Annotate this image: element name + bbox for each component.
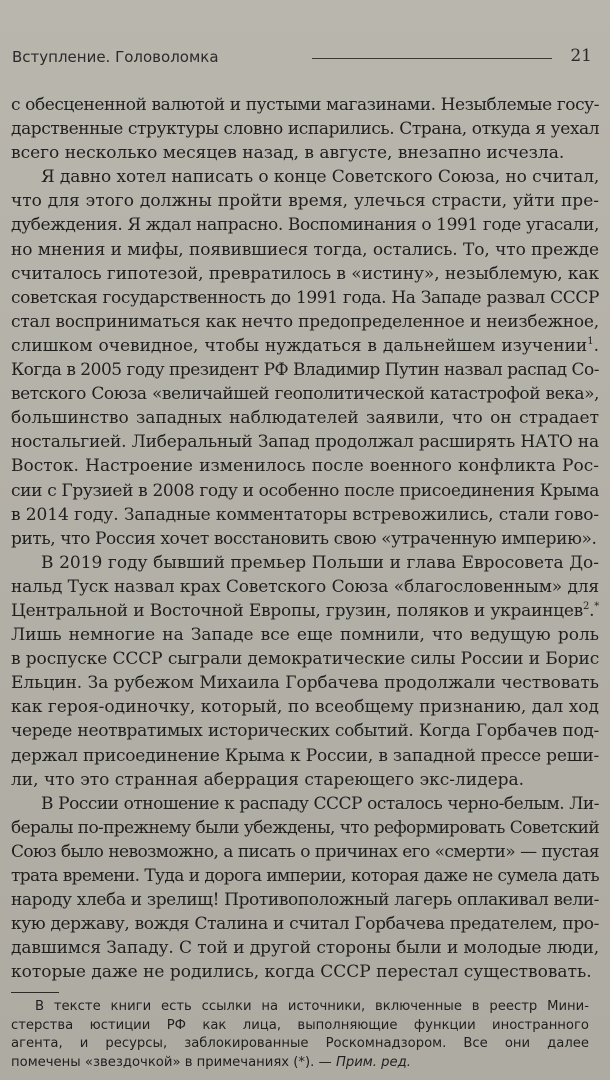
text-line: стал восприниматься как нечто предопределенное и неизбежное,: [11, 311, 599, 332]
text-line: советская государственность до 1991 года. На Западе развал СССР: [11, 287, 599, 308]
asterisk-ref: *: [594, 600, 599, 612]
text-line: большинство западных наблюдателей заявили, что он страдает: [11, 408, 599, 429]
text-line: в роспуске СССР сыграли демократические силы России и Борис: [11, 649, 600, 670]
page-number: 21: [570, 46, 592, 66]
footnote-line-content: помечены «звездочкой» в примечаниях (*). —: [11, 1054, 336, 1070]
text-line: давшимся Западу. С той и другой стороны были и молодые люди,: [11, 938, 599, 959]
body-text: [11, 93, 599, 984]
editor-note-signature: Прим. ред.: [335, 1054, 411, 1070]
footnote-ref-1-punct: .: [593, 335, 599, 356]
text-line: Лишь немногие на Западе все еще помнили, что ведущую роль: [11, 625, 599, 646]
text-line: нальд Туск назвал крах Советского Союза «благословенным» для: [11, 576, 599, 597]
text-line-content: Центральной и Восточной Европы, грузин, поляков и украинцев: [11, 600, 583, 621]
text-line: ветского Союза «величайшей геополитической катастрофой века»,: [11, 384, 599, 405]
footnote-ref-2-punct: .: [589, 600, 595, 621]
text-line: дарственные структуры словно испарились. Страна, откуда я уехал: [11, 119, 600, 140]
text-line: как героя-одиночку, который, по всеобщему признанию, дал ход: [11, 697, 599, 718]
text-line: Союз было невозможно, а писать о причинах его «смерти» — пустая: [11, 841, 599, 862]
text-line: [11, 334, 599, 358]
text-line: Ельцин. За рубежом Михаила Горбачева продолжали чествовать: [11, 673, 599, 694]
text-line: трата времени. Туда и дорога империи, которая даже не сумела дать: [11, 866, 599, 886]
text-line: ли, что это странная аберрация стареющего экс-лидера.: [11, 769, 525, 790]
text-line: всего несколько месяцев назад, в августе, внезапно исчезла.: [11, 143, 565, 164]
text-line: бералы по-прежнему были убеждены, что реформировать Советский: [11, 817, 599, 838]
text-line: дубеждения. Я ждал напрасно. Воспоминания о 1991 годе угасали,: [11, 215, 599, 236]
footnote-divider: [11, 992, 59, 993]
text-line: но мнения и мифы, появившиеся тогда, остались. То, что прежде: [11, 239, 599, 260]
chapter-title: Вступление. Головоломка: [12, 48, 219, 66]
header-rule: [312, 58, 552, 59]
text-line: череде неотвратимых исторических событий. Когда Горбачев под-: [11, 721, 599, 742]
text-line: сии с Грузией в 2008 году и особенно после присоединения Крыма: [11, 480, 599, 501]
text-line: которые даже не родились, когда СССР перестал существовать.: [11, 962, 592, 983]
text-line: считалось гипотезой, превратилось в «истину», незыблемую, как: [11, 263, 599, 284]
text-line: держал присоединение Крыма к России, в западной прессе реши-: [11, 745, 599, 766]
text-line: с обесцененной валютой и пустыми магазинами. Незыблемые госу-: [11, 95, 599, 115]
text-line: что для этого должны пройти время, улечься страсти, уйти пре-: [11, 191, 599, 212]
text-line: рить, что Россия хочет восстановить свою «утраченную империю».: [11, 528, 597, 549]
text-line: [11, 599, 599, 623]
text-line: народу хлеба и зрелищ! Противоположный лагерь оплакивал вели-: [11, 890, 599, 911]
text-line: Восток. Настроение изменилось после военного конфликта Рос-: [11, 456, 599, 477]
footnote: [11, 998, 589, 1072]
text-line-content: слишком очевидное, чтобы нуждаться в дальнейшем изучении: [11, 335, 588, 356]
paragraph-start-line: В 2019 году бывший премьер Польши и глава Евросовета До-: [41, 552, 599, 573]
paragraph-start-line: В России отношение к распаду СССР осталось черно-белым. Ли-: [41, 793, 599, 814]
paragraph-start-line: Я давно хотел написать о конце Советского Союза, но считал,: [41, 167, 600, 188]
text-line: Когда в 2005 году президент РФ Владимир Путин назвал распад Со-: [11, 360, 599, 381]
footnote-line: стерства юстиции РФ как лица, выполняющие функции иностранного: [11, 1017, 589, 1033]
running-header: [12, 46, 598, 70]
footnote-line: агента, и ресурсы, заблокированные Роскомнадзором. Все они далее: [11, 1036, 589, 1051]
footnote-ref-1: 1: [587, 335, 594, 347]
footnote-line: [11, 1054, 589, 1073]
footnote-line: В тексте книги есть ссылки на источники, включенные в реестр Мини-: [35, 999, 589, 1014]
text-line: ностальгией. Либеральный Запад продолжал расширять НАТО на: [11, 432, 599, 453]
footnote-ref-2: 2: [582, 600, 590, 612]
text-line: кую державу, вождя Сталина и считал Горбачева предателем, про-: [11, 914, 599, 935]
text-line: в 2014 году. Западные комментаторы встревожились, стали гово-: [11, 504, 599, 525]
